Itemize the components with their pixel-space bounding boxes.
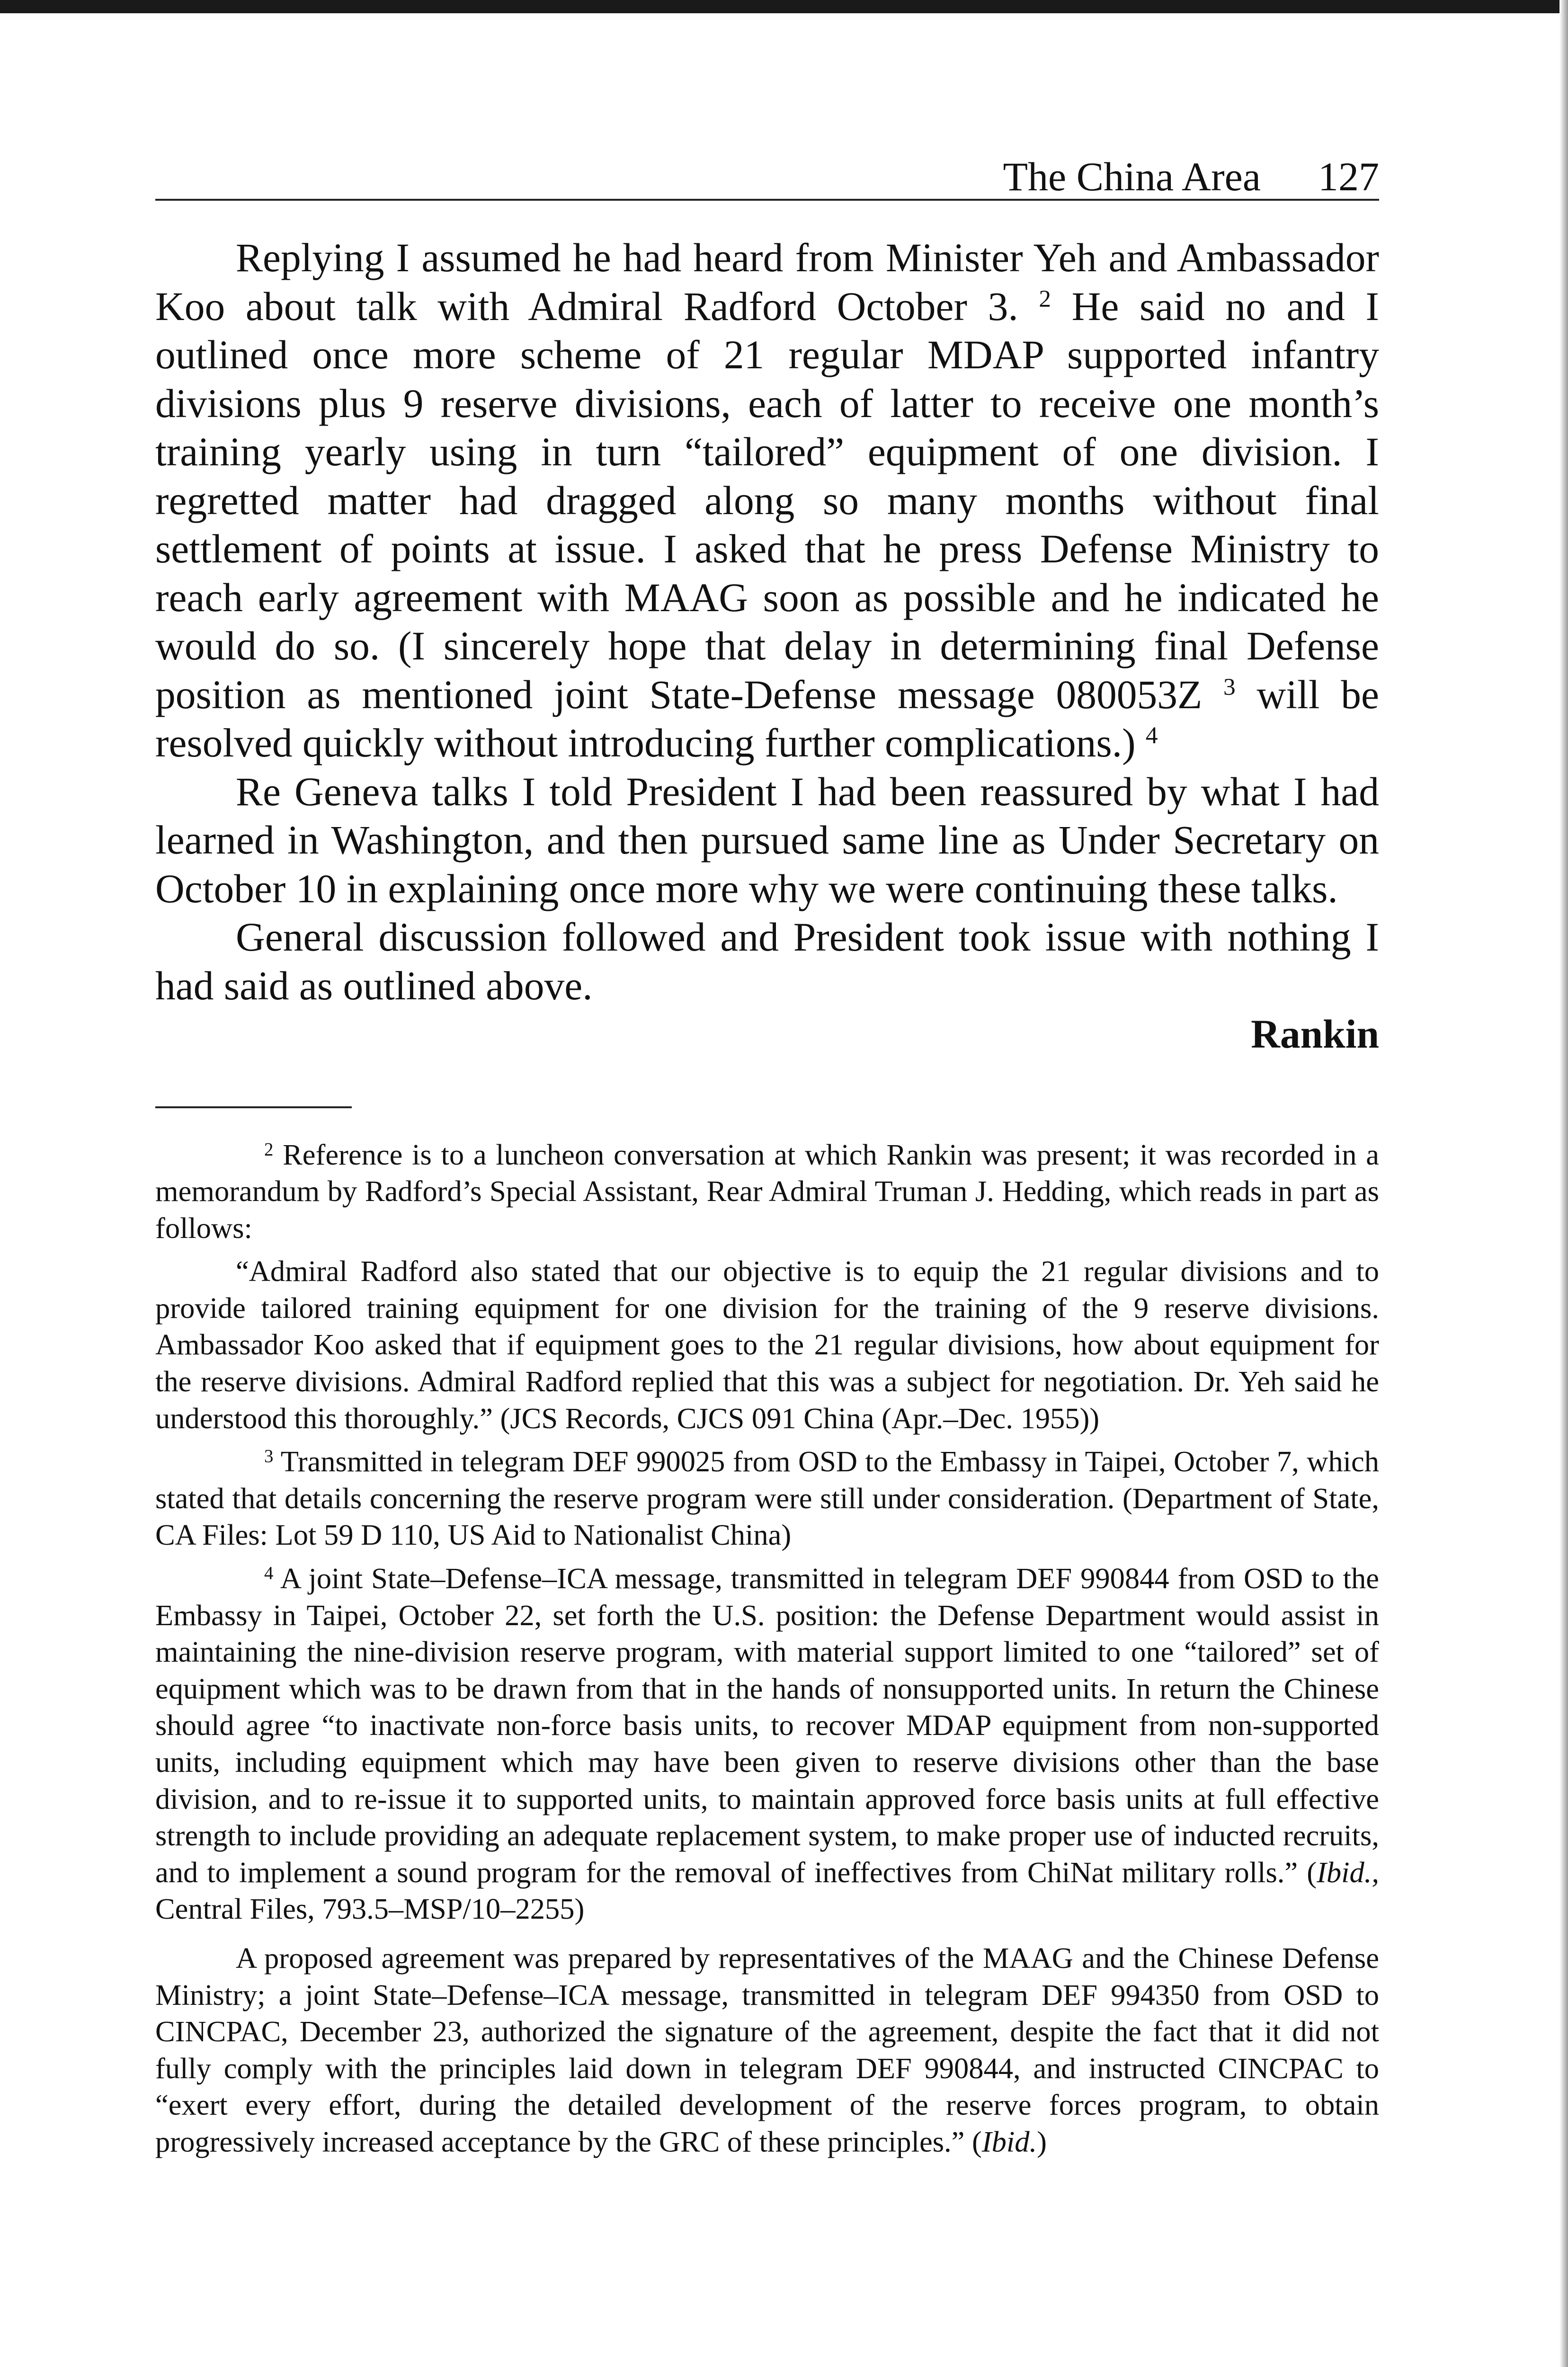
footnote-ref-3: 3 <box>1223 673 1236 701</box>
footnote-4-ibid: Ibid., <box>1317 1855 1379 1889</box>
footnote-4-source: Central Files, 793.5–MSP/10–2255) <box>155 1892 585 1926</box>
footnote-2 <box>155 1137 1379 1247</box>
footnote-3-text: Transmitted in telegram DEF 990025 from OSD to the Embassy in Taipei, October 7, which stated that details concerning the reserve program were still under consideration. (Department of State, CA Files: Lot 59 D 110, US Aid to Nationalist China) <box>155 1445 1379 1552</box>
footnote-3-mark: 3 <box>264 1446 274 1467</box>
body-text <box>155 234 1379 1010</box>
body-paragraph-3: General discussion followed and President took issue with nothing I had said as outlined above. <box>155 915 1379 1008</box>
body-paragraph-1-part-a: Replying I assumed he had heard from Minister Yeh and Ambassador Koo about talk with Admiral Radford October 3. <box>155 236 1379 329</box>
footnote-divider <box>155 1106 352 1108</box>
book-page <box>155 142 1379 2167</box>
footnote-2-text: Reference is to a luncheon conversation at which Rankin was present; it was recorded in a memorandum by Radford’s Special Assistant, Rear Admiral Truman J. Hedding, which reads in part as follows: <box>155 1138 1379 1245</box>
footnote-4-continuation-close: ) <box>1037 2125 1047 2158</box>
footnote-2-quote: “Admiral Radford also stated that our objective is to equip the 21 regular divisions and to provide tailored training equipment for one division for the training of the 9 reserve divisions. Ambassador Koo asked that if equipment goes to the 21 regular divisions, how about equipment for the reserve divisions. Admiral Radford replied that this was a subject for negotiation. Dr. Yeh said he understood this thoroughly.” (JCS Records, CJCS 091 China (Apr.–Dec. 1955)) <box>155 1255 1379 1435</box>
footnote-4-continuation <box>155 1940 1379 2161</box>
body-paragraph-1 <box>155 234 1379 768</box>
footnote-ref-2: 2 <box>1039 285 1051 312</box>
footnote-4-continuation-text: A proposed agreement was prepared by representatives of the MAAG and the Chinese Defense Ministry; a joint State–Defense–ICA message, transmitted in telegram DEF 994350 from OSD to CINCPAC, December 23, authorized the signature of the agreement, despite the fact that it did not fully comply with the principles laid down in telegram DEF 990844, and instructed CINCPAC to “exert every effort, during the detailed development of the reserve forces program, to obtain progressively increased acceptance by the GRC of these principles.” ( <box>155 1941 1379 2158</box>
running-head <box>155 142 1379 201</box>
scan-binding-edge <box>1559 0 1568 2367</box>
footnotes <box>155 1137 1379 2161</box>
footnote-4 <box>155 1560 1379 1928</box>
footnote-4-continuation-ibid: Ibid. <box>981 2125 1037 2158</box>
body-paragraph-1-part-c: will be resolved quickly without introducing further complications.) <box>155 672 1380 765</box>
running-head-title: The China Area <box>1003 154 1261 199</box>
footnote-4-mark: 4 <box>264 1563 274 1584</box>
body-paragraph-2: Re Geneva talks I told President I had been reassured by what I had learned in Washington, and then pursued same line as Under Secretary on October 10 in explaining once more why we were continuing these talks. <box>155 769 1379 911</box>
page-number: 127 <box>1318 154 1379 199</box>
footnote-3 <box>155 1443 1379 1554</box>
footnote-ref-4: 4 <box>1145 721 1158 749</box>
signature: Rankin <box>1251 1012 1379 1057</box>
footnote-2-mark: 2 <box>264 1139 274 1160</box>
scan-top-edge <box>0 0 1568 13</box>
footnote-4-text: A joint State–Defense–ICA message, transmitted in telegram DEF 990844 from OSD to the Embassy in Taipei, October 22, set forth the U.S. position: the Defense Department would assist in maintaining the nine-division reserve program, with material support limited to one “tailored” set of equipment which was to be drawn from that in the hands of nonsupported units. In return the Chinese should agree “to inactivate non-force basis units, to recover MDAP equipment from non-supported units, including equipment which may have been given to reserve divisions other than the base division, and to re-issue it to supported units, to maintain approved force basis units at full effective strength to include providing an adequate replacement system, to make proper use of inducted recruits, and to implement a sound program for the removal of ineffectives from ChiNat military rolls.” ( <box>155 1562 1379 1889</box>
body-paragraph-1-part-b: He said no and I outlined once more scheme of 21 regular MDAP supported infantry divisions plus 9 reserve divisions, each of latter to receive one month’s training yearly using in turn “tailored” equipment of one division. I regretted matter had dragged along so many months without final settlement of points at issue. I asked that he press Defense Ministry to reach early agreement with MAAG soon as possible and he indicated he would do so. (I sincerely hope that delay in determining final Defense position as mentioned joint State-Defense message 080053Z <box>155 284 1380 717</box>
